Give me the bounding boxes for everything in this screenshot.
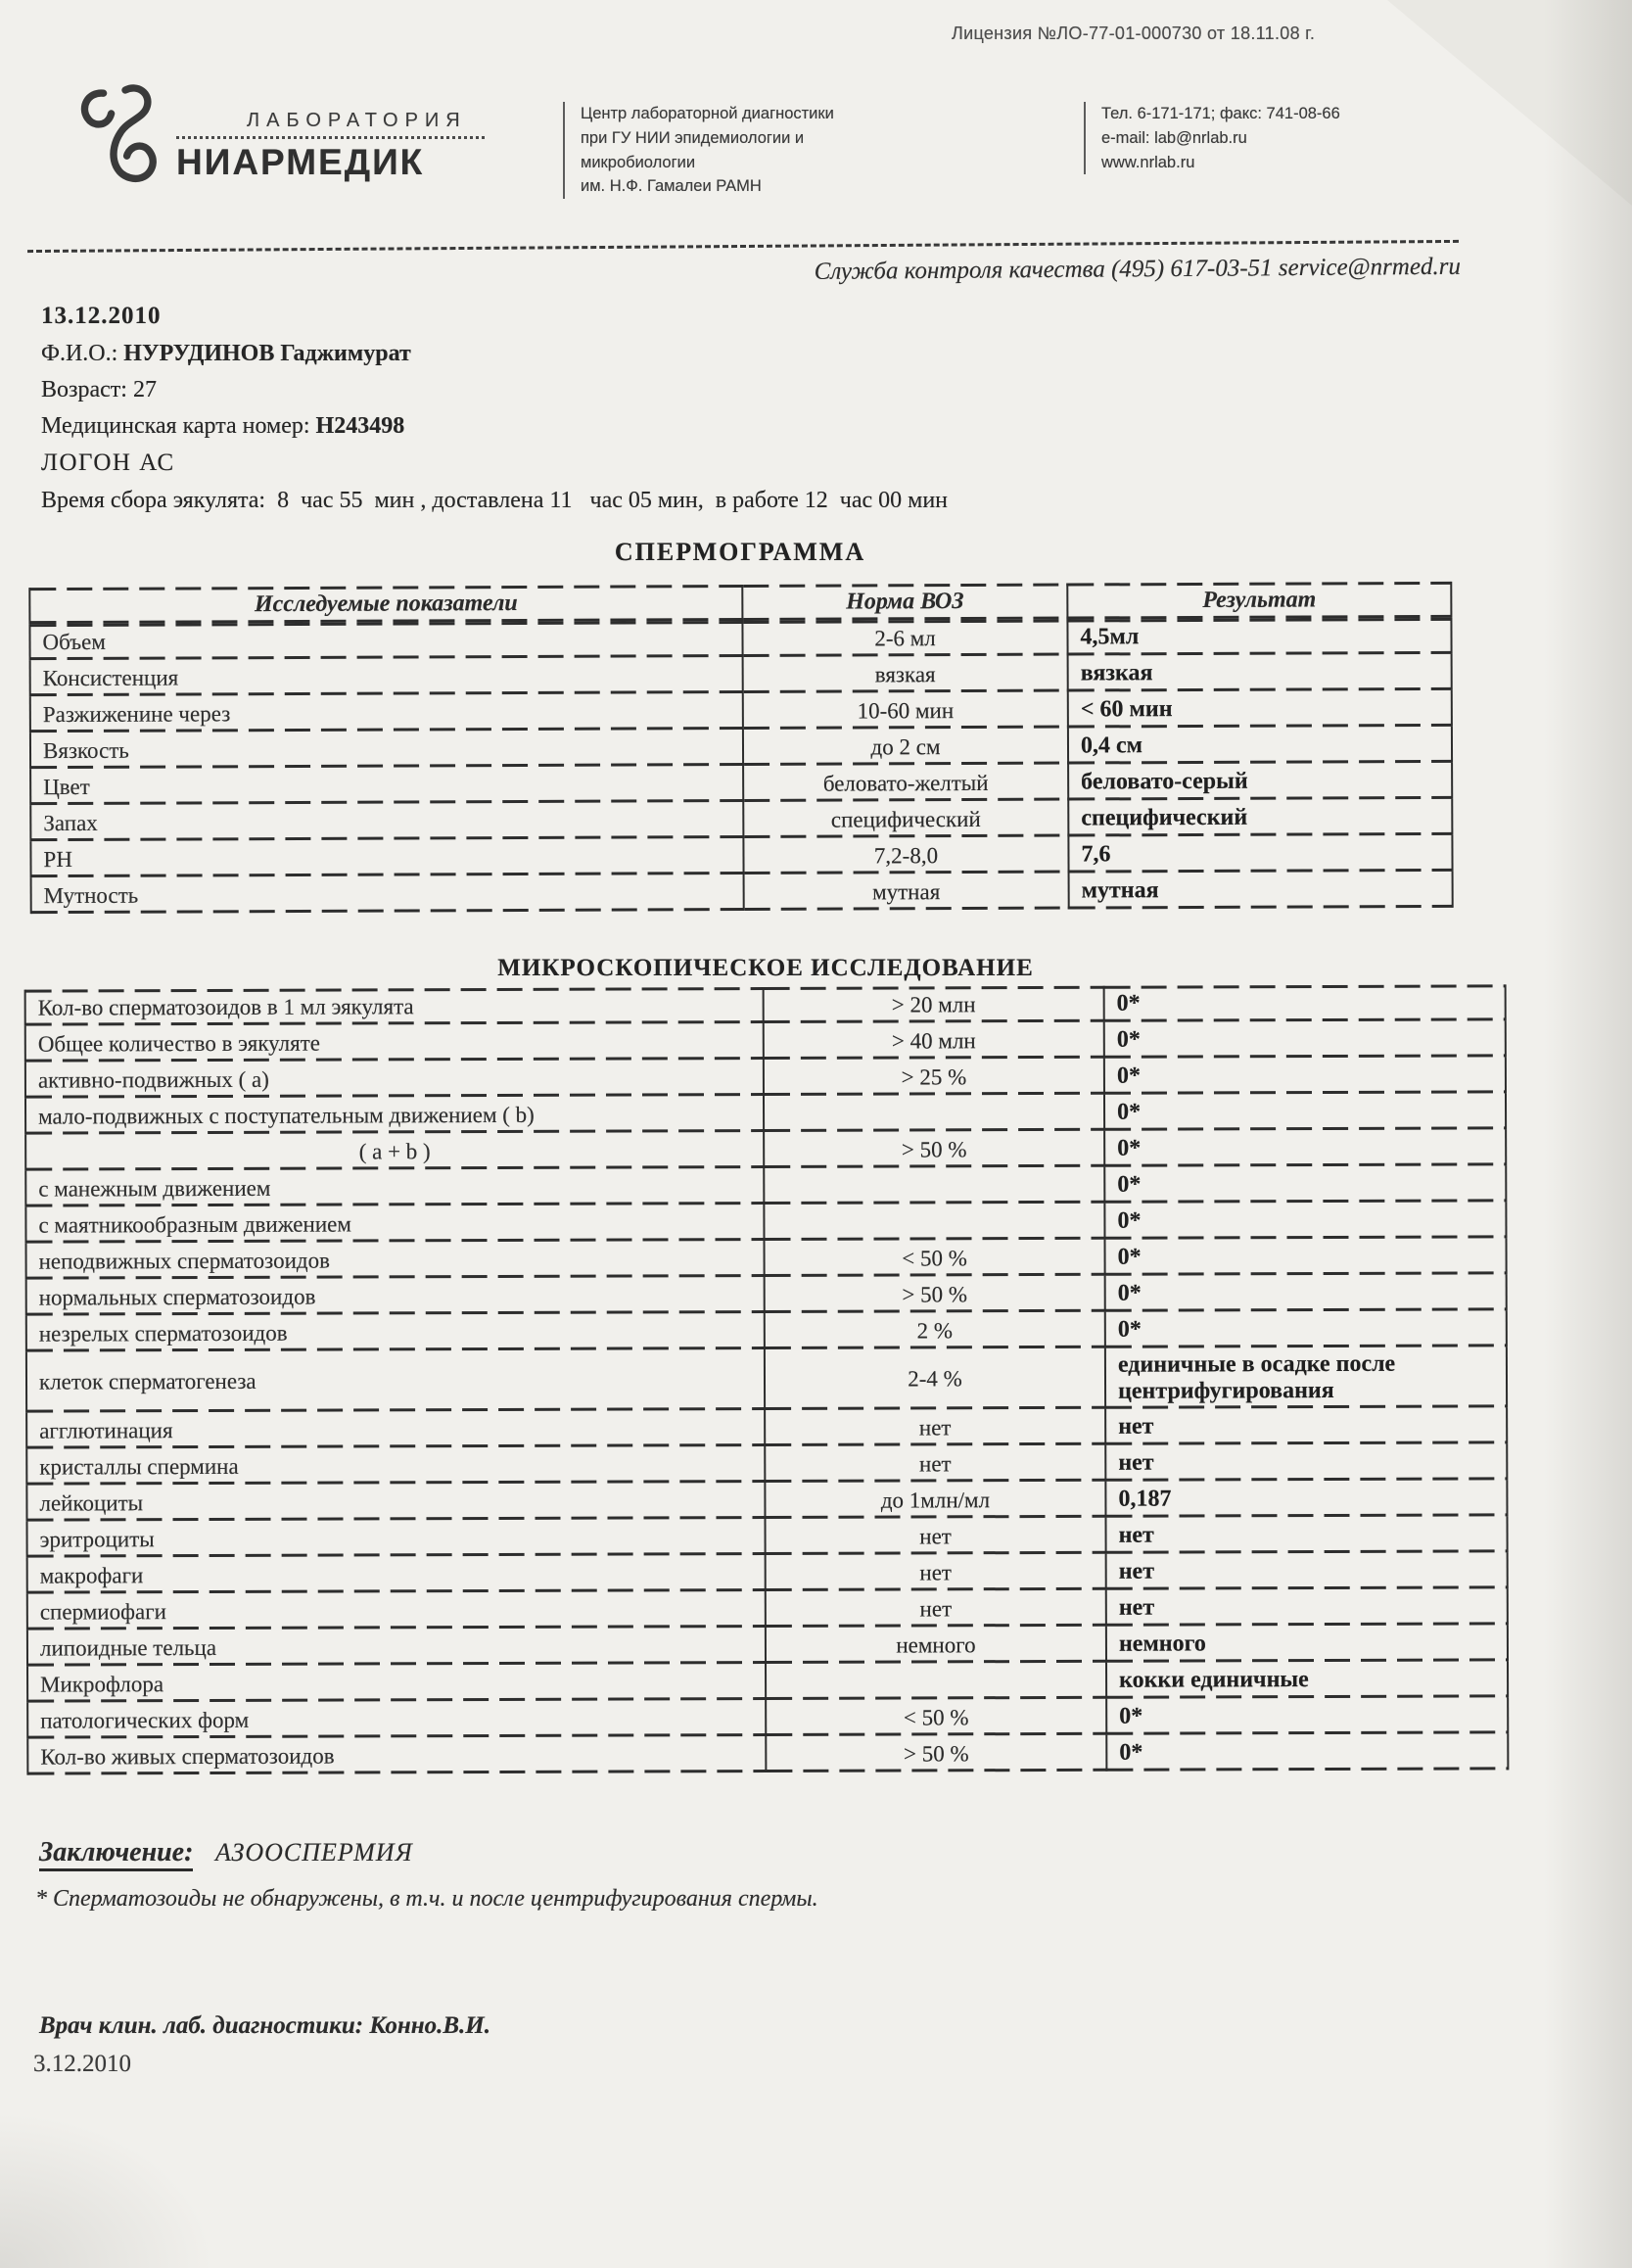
table-cell: Кол-во сперматозоидов в 1 мл эякулята (25, 987, 764, 1026)
table-cell: лейкоциты (26, 1483, 765, 1522)
spermogram-title: СПЕРМОГРАММА (614, 538, 866, 566)
table-cell: > 50 % (766, 1735, 1106, 1772)
lab-center-info-line: Центр лабораторной диагностики (581, 105, 834, 122)
contact-info (1084, 102, 1405, 174)
table-cell: нет (1106, 1552, 1508, 1589)
table-cell: > 40 млн (764, 1022, 1104, 1060)
phone-fax-line: Тел. 6-171-171; факс: 741-08-66 (1101, 105, 1340, 122)
table-row (27, 1625, 1508, 1666)
table-row (31, 872, 1453, 914)
table-cell: 7,6 (1068, 835, 1452, 874)
table-row (27, 1661, 1508, 1702)
spermogram-table (28, 582, 1453, 914)
table-cell: специфический (1068, 799, 1452, 837)
table-cell: с манежным движением (25, 1168, 764, 1207)
table-cell: 0* (1105, 1238, 1507, 1275)
table-cell: Общее количество в эякуляте (25, 1023, 764, 1063)
email-line: e-mail: lab@nrlab.ru (1101, 128, 1247, 147)
table-cell: 0* (1104, 1165, 1506, 1203)
table-cell: клеток сперматогенеза (26, 1349, 765, 1413)
table-cell: Кол-во живых сперматозоидов (27, 1736, 766, 1775)
table-row (26, 1407, 1507, 1448)
header-divider-rule (27, 240, 1459, 253)
table-row (26, 1347, 1507, 1412)
table-cell: 0,4 см (1068, 727, 1452, 765)
table-row (26, 1238, 1507, 1279)
table-cell: 4,5мл (1067, 618, 1451, 656)
azoospermia-footnote: * Сперматозоиды не обнаружены, в т.ч. и после центрифугирования спермы. (35, 1886, 818, 1912)
age-label: Возраст: (41, 376, 127, 402)
table-row (25, 1020, 1506, 1062)
table-cell: беловато-желтый (743, 765, 1068, 802)
logo-text-block (176, 110, 499, 183)
table-row (25, 1165, 1506, 1206)
table-row (25, 1057, 1506, 1098)
table-cell: > 20 млн (764, 986, 1104, 1023)
table-cell: 0* (1105, 1310, 1507, 1347)
microscopy-table (24, 984, 1510, 1774)
table-cell: нет (1105, 1407, 1507, 1444)
card-value: Н243498 (315, 413, 405, 440)
table-row (25, 1093, 1506, 1134)
table-row (30, 835, 1452, 877)
table-cell: незрелых сперматозоидов (26, 1313, 765, 1352)
table-cell: специфический (743, 801, 1068, 838)
doctor-name: Конно.В.И. (369, 2012, 490, 2039)
table-cell: мутная (744, 874, 1069, 911)
table-cell: Консистенция (30, 657, 743, 696)
table-cell: 7,2-8,0 (743, 837, 1068, 874)
table-cell: беловато-серый (1068, 763, 1452, 801)
table-cell: вязкая (1068, 654, 1452, 692)
conclusion-label: Заключение: (39, 1837, 193, 1871)
table-cell: 10-60 мин (743, 692, 1068, 730)
license-text: Лицензия №ЛО-77-01-000730 от 18.11.08 г. (952, 24, 1316, 43)
table-row (27, 1588, 1508, 1630)
table-cell: мало-подвижных с поступательным движением ( b) (25, 1096, 764, 1135)
table-cell: кокки единичные (1106, 1661, 1508, 1698)
microscopy-title: МИКРОСКОПИЧЕСКОЕ ИССЛЕДОВАНИЕ (497, 955, 1034, 981)
table-cell: 0* (1104, 1129, 1506, 1166)
patient-age-line (41, 372, 948, 408)
table-cell: макрофаги (27, 1555, 766, 1594)
logo-niarmedik-label: НИАРМЕДИК (176, 142, 425, 182)
fio-label: Ф.И.О.: (41, 340, 118, 366)
table-cell (764, 1095, 1104, 1132)
table-cell: 0* (1104, 1093, 1506, 1130)
table-row (30, 763, 1452, 805)
table-cell: с маятникообразным движением (25, 1205, 764, 1244)
table-cell: ( a + b ) (25, 1132, 764, 1171)
table-cell: эритроциты (27, 1519, 766, 1558)
lab-center-info-line: при ГУ НИИ эпидемиологии и микробиологии (581, 128, 805, 171)
table-row (30, 654, 1452, 696)
table-cell: Мутность (31, 874, 744, 914)
table-cell: неподвижных сперматозоидов (26, 1241, 765, 1280)
table-cell (764, 1204, 1104, 1241)
table-cell: 0* (1104, 1020, 1506, 1058)
header-row (29, 582, 1451, 624)
table-cell: Микрофлора (27, 1664, 766, 1703)
conclusion-value: АЗООСПЕРМИЯ (214, 1838, 413, 1866)
table-cell: Разжиженине через (30, 693, 743, 732)
table-cell: вязкая (743, 656, 1068, 693)
medical-card-line (41, 408, 948, 445)
table-row (26, 1274, 1507, 1315)
table-cell: 0* (1106, 1697, 1508, 1734)
doctor-line (39, 2012, 490, 2040)
table-row (27, 1552, 1508, 1593)
table-cell: 0* (1104, 1057, 1506, 1094)
table-cell: нет (1105, 1443, 1507, 1481)
table-cell: нет (1106, 1588, 1508, 1626)
age-value: 27 (132, 376, 157, 402)
table-cell: активно-подвижных ( a) (25, 1060, 764, 1099)
column-header-result: Результат (1067, 582, 1451, 620)
niarmedic-logo-icon (76, 82, 174, 192)
collection-time-line: Время сбора эякулята: 8 час 55 мин , доставлена 11 час 05 мин, в работе 12 час 00 мин (41, 488, 949, 514)
table-cell: спермиофаги (27, 1591, 766, 1630)
logo-dotted-rule (176, 136, 485, 139)
table-cell: 0* (1104, 1202, 1506, 1239)
table-cell: нет (765, 1518, 1105, 1555)
patient-name-line (41, 336, 948, 372)
table-cell: нет (765, 1409, 1105, 1446)
signature-date: 3.12.2010 (33, 2051, 131, 2077)
table-cell: Цвет (30, 766, 743, 805)
page-corner-fold (1387, 0, 1632, 206)
table-row (30, 690, 1452, 732)
spermogram-table-header (29, 582, 1451, 624)
table-row (26, 1310, 1507, 1351)
column-header-who-norm: Норма ВОЗ (742, 584, 1067, 621)
table-cell: 2 % (765, 1312, 1105, 1349)
table-row (27, 1697, 1508, 1738)
table-row (27, 1733, 1508, 1774)
table-cell: Запах (30, 802, 743, 841)
lab-center-info (563, 102, 904, 199)
spermogram-table-body (29, 618, 1452, 914)
table-cell: 2-4 % (765, 1348, 1105, 1410)
scan-corner-shadow (0, 2111, 215, 2268)
table-cell (766, 1663, 1106, 1700)
table-row (29, 618, 1451, 660)
logo-laboratoriya-label: ЛАБОРАТОРИЯ (247, 110, 467, 131)
report-date: 13.12.2010 (41, 303, 162, 329)
website-line: www.nrlab.ru (1101, 153, 1195, 171)
table-row (25, 1202, 1506, 1243)
table-cell: 0* (1105, 1274, 1507, 1311)
column-header-parameter: Исследуемые показатели (29, 585, 742, 624)
table-cell: нет (766, 1590, 1106, 1628)
table-row (27, 1516, 1508, 1557)
table-cell: нет (766, 1554, 1106, 1591)
fio-value: НУРУДИНОВ Гаджимурат (123, 340, 411, 366)
table-row (30, 727, 1452, 769)
table-cell: Объем (29, 621, 742, 660)
table-cell: < 50 % (766, 1699, 1106, 1736)
table-cell: немного (766, 1627, 1106, 1664)
table-cell: 2-6 мл (742, 620, 1067, 657)
table-cell: патологических форм (27, 1700, 766, 1739)
table-cell: мутная (1069, 872, 1453, 910)
table-cell: > 25 % (764, 1059, 1104, 1096)
clinic-code: ЛОГОН АС (41, 449, 175, 477)
quality-service-line: Служба контроля качества (495) 617-03-51 service@nrmed.ru (814, 253, 1462, 285)
conclusion-line (39, 1837, 413, 1868)
table-row (25, 1129, 1506, 1170)
table-cell: 0* (1104, 984, 1506, 1021)
table-row (26, 1443, 1507, 1485)
table-cell: агглютинация (26, 1410, 765, 1449)
table-cell: липоидные тельца (27, 1628, 766, 1667)
table-cell: до 2 см (743, 729, 1068, 766)
patient-info-block (41, 298, 948, 519)
microscopy-table-body (25, 984, 1509, 1774)
table-cell: < 50 % (765, 1240, 1105, 1277)
lab-center-info-line: им. Н.Ф. Гамалеи РАМН (581, 177, 762, 196)
scan-edge-shadow (1544, 0, 1632, 2268)
table-cell: PH (30, 838, 743, 877)
table-row (30, 799, 1452, 841)
table-cell: нет (1105, 1516, 1507, 1553)
doctor-label: Врач клин. лаб. диагностики: (39, 2012, 364, 2039)
table-cell (764, 1167, 1104, 1205)
table-cell: единичные в осадке после центрифугирования (1105, 1347, 1507, 1408)
table-cell: < 60 мин (1068, 690, 1452, 729)
table-row (26, 1480, 1507, 1521)
table-cell: до 1млн/мл (765, 1482, 1105, 1519)
card-label: Медицинская карта номер: (41, 413, 310, 440)
table-cell: 0,187 (1105, 1480, 1507, 1517)
table-cell: нормальных сперматозоидов (26, 1277, 765, 1316)
table-cell: > 50 % (765, 1276, 1105, 1313)
table-cell: Вязкость (30, 730, 743, 769)
table-cell: нет (765, 1445, 1105, 1483)
table-cell: кристаллы спермина (26, 1446, 765, 1486)
table-cell: 0* (1106, 1733, 1508, 1771)
table-cell: > 50 % (764, 1131, 1104, 1168)
table-cell: немного (1106, 1625, 1508, 1662)
table-row (25, 984, 1506, 1025)
